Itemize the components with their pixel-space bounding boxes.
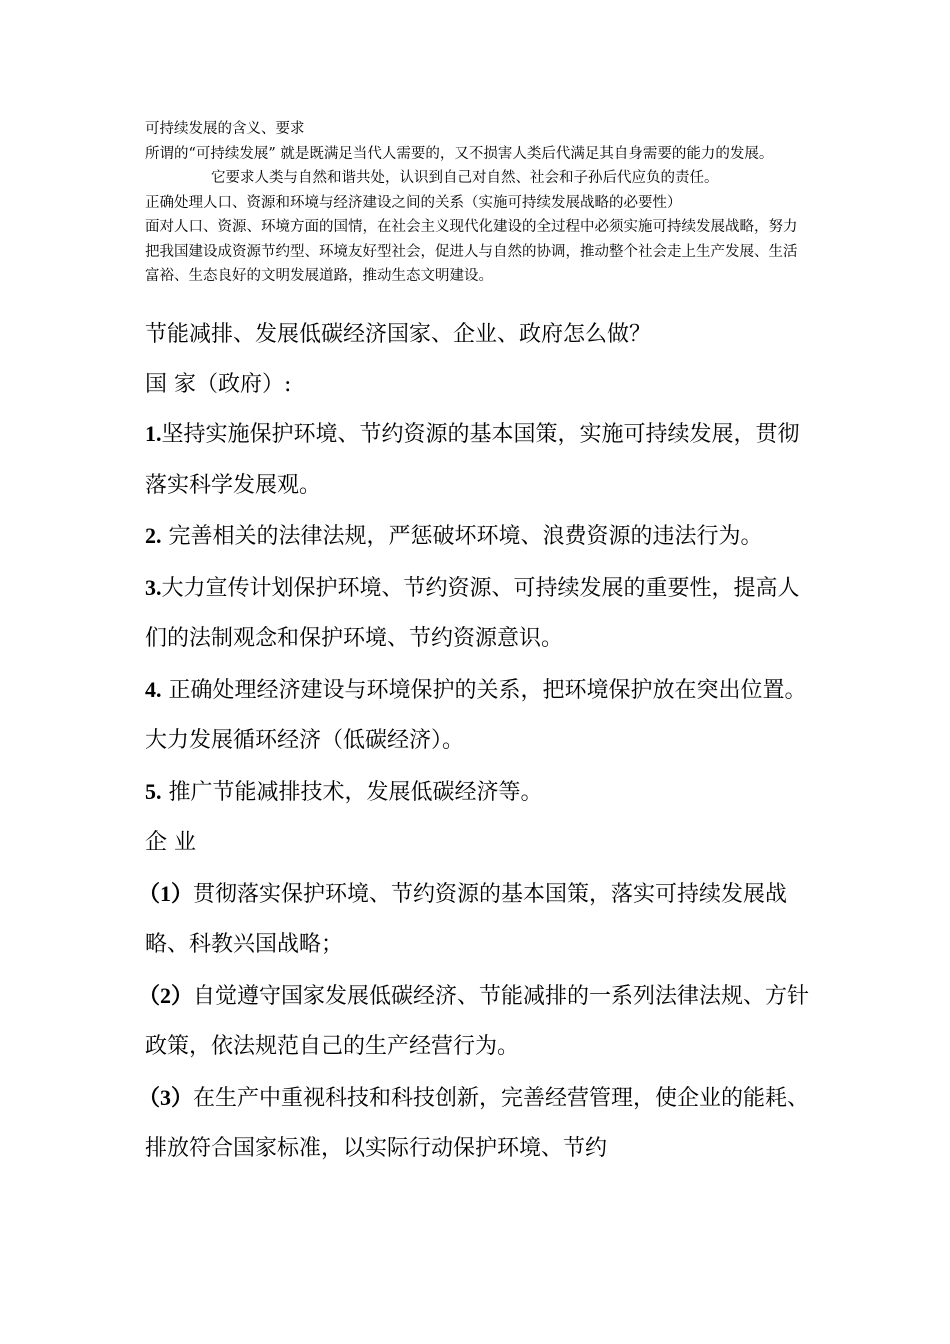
intro-requirement: 它要求人类与自然和谐共处，认识到自己对自然、社会和子孙后代应负的责任。 (211, 170, 719, 186)
question-heading: 节能减排、发展低碳经济国家、企业、政府怎么做？ (145, 322, 652, 347)
item-number: 5. (145, 778, 162, 804)
item-number: （1） (138, 880, 194, 906)
intro-section (145, 117, 810, 289)
intro-title: 可持续发展的含义、要求 (145, 121, 305, 137)
state-item-3 (145, 563, 810, 665)
item-text: 推广节能减排技术，发展低碳经济等。 (161, 779, 543, 805)
item-number: 3. (145, 574, 162, 600)
item-number: 2. (145, 523, 162, 548)
item-text: 自觉遵守国家发展低碳经济、节能减排的一系列法律法规、方针政策，依法规范自己的生产经营行为。 (145, 983, 810, 1059)
state-item-4 (145, 665, 810, 767)
main-section (138, 317, 810, 1175)
intro-relation-body: 面对人口、资源、环境方面的国情，在社会主义现代化建设的全过程中必须实施可持续发展战略，努力把我国建设成资源节约型、环境友好型社会，促进人与自然的协调，推动整个社会走上生产发展、生活富裕、生态良好的文明发展道路，推动生态文明建设。 (145, 219, 798, 284)
item-text: 贯彻落实保护环境、节约资源的基本国策，落实可持续发展战略、科教兴国战略； (145, 881, 788, 957)
item-number: （2） (138, 982, 194, 1008)
state-heading: 国 家（政府）: (145, 372, 292, 397)
item-text: 完善相关的法律法规，严惩破坏环境、浪费资源的违法行为。 (161, 524, 763, 549)
enterprise-item-2 (138, 971, 810, 1073)
item-number: 4. (145, 676, 162, 702)
enterprise-item-1 (138, 869, 810, 971)
item-number: 1. (145, 421, 162, 446)
item-number: （3） (138, 1084, 194, 1110)
enterprise-item-3 (138, 1073, 810, 1175)
intro-relation-heading: 正确处理人口、资源和环境与经济建设之间的关系（实施可持续发展战略的必要性） (145, 194, 682, 211)
item-text: 坚持实施保护环境、节约资源的基本国策，实施可持续发展，贯彻落实科学发展观。 (145, 422, 800, 498)
item-text: 大力宣传计划保护环境、节约资源、可持续发展的重要性，提高人们的法制观念和保护环境、节约资源意识。 (145, 575, 800, 651)
item-text: 在生产中重视科技和科技创新，完善经营管理，使企业的能耗、排放符合国家标准，以实际行动保护环境、节约 (145, 1085, 810, 1161)
item-text: 正确处理经济建设与环境保护的关系，把环境保护放在突出位置。大力发展循环经济（低碳经济）。 (145, 677, 807, 753)
state-item-2 (145, 511, 810, 563)
state-item-1 (145, 409, 810, 511)
enterprise-heading: 企 业 (145, 830, 196, 855)
intro-definition: 所谓的“可持续发展” 就是既满足当代人需要的，又不损害人类后代满足其自身需要的能力的发展。 (145, 145, 774, 162)
state-item-5 (145, 767, 810, 819)
